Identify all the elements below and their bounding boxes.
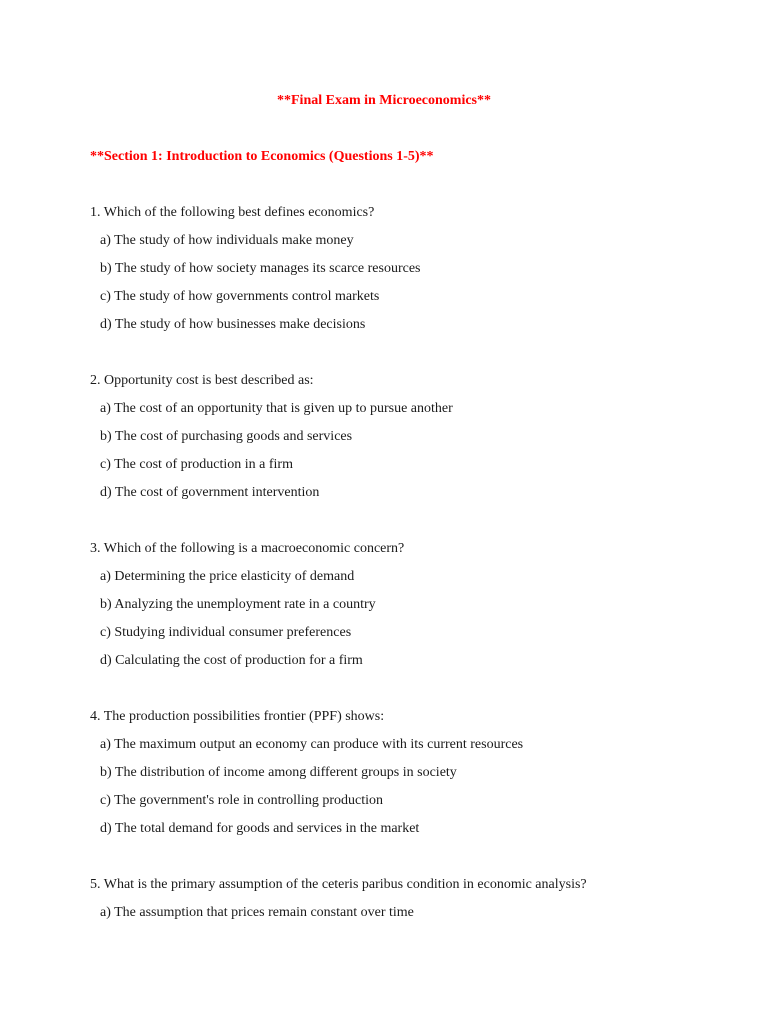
answer-option-a: a) Determining the price elasticity of demand: [100, 569, 355, 584]
question-text: 3. Which of the following is a macroeconomic concern?: [90, 541, 405, 556]
answer-option-c: c) Studying individual consumer preferences: [100, 625, 352, 640]
answer-option-c: c) The cost of production in a firm: [100, 457, 293, 472]
answer-option-b: b) Analyzing the unemployment rate in a country: [100, 597, 376, 612]
answer-option-d: d) The study of how businesses make decisions: [100, 317, 366, 332]
answer-option-b: b) The cost of purchasing goods and services: [100, 429, 353, 444]
answer-option-c: c) The government's role in controlling production: [100, 793, 383, 808]
exam-title: **Final Exam in Microeconomics**: [277, 93, 491, 108]
answer-option-a: a) The study of how individuals make money: [100, 233, 354, 248]
question-text: 4. The production possibilities frontier (PPF) shows:: [90, 709, 385, 724]
question-1: [90, 203, 710, 343]
answer-option-a: a) The cost of an opportunity that is given up to pursue another: [100, 401, 453, 416]
answer-option-b: b) The distribution of income among different groups in society: [100, 765, 457, 780]
answer-option-d: d) The cost of government intervention: [100, 485, 320, 500]
question-text: 5. What is the primary assumption of the ceteris paribus condition in economic analysis?: [90, 877, 587, 892]
question-4: [90, 707, 710, 847]
question-text: 1. Which of the following best defines economics?: [90, 205, 375, 220]
question-2: [90, 371, 710, 511]
question-3: [90, 539, 710, 679]
question-text: 2. Opportunity cost is best described as:: [90, 373, 314, 388]
answer-option-a: a) The maximum output an economy can produce with its current resources: [100, 737, 524, 752]
section-heading: **Section 1: Introduction to Economics (Questions 1-5)**: [90, 149, 434, 164]
answer-option-d: d) Calculating the cost of production for a firm: [100, 653, 363, 668]
question-list: [90, 203, 710, 959]
answer-option-b: b) The study of how society manages its scarce resources: [100, 261, 421, 276]
question-5: [90, 875, 710, 931]
answer-option-d: d) The total demand for goods and services in the market: [100, 821, 420, 836]
answer-option-a: a) The assumption that prices remain constant over time: [100, 905, 414, 920]
answer-option-c: c) The study of how governments control markets: [100, 289, 380, 304]
